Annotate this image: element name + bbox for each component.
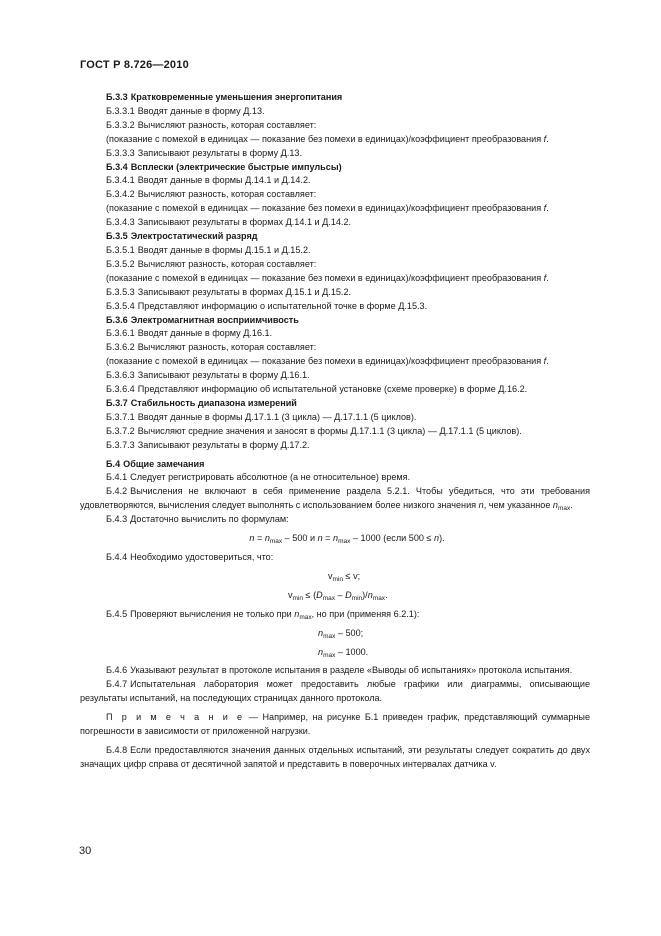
clause: Б.3.5.2 Вычисляют разность, которая составляет:: [106, 258, 317, 269]
clause-paragraph: Б.4.7 Испытательная лаборатория может предоставить любые графики или диаграммы, описывающие результаты испытаний, на последующих страницах данного протокола.: [80, 679, 590, 704]
clause: Б.4.4 Необходимо удостовериться, что:: [106, 552, 274, 562]
formula-text: (показание с помехой в единицах — показание без помехи в единицах)/коэффициент преобразования f.: [106, 272, 549, 283]
formula-text: (показание с помехой в единицах — показание без помехи в единицах)/коэффициент преобразования f.: [106, 356, 549, 367]
clause: Б.3.5.3 Записывают результаты в формах Д.15.1 и Д.15.2.: [106, 286, 352, 297]
clause: Б.3.3.2 Вычисляют разность, которая составляет:: [106, 119, 317, 130]
note-paragraph: П р и м е ч а н и е — Например, на рисунке Б.1 приведен график, представляющий суммарные погрешности в зависимости от приложенной нагрузки.: [80, 712, 590, 737]
formula: $n_{max} - 1000$.: [318, 646, 369, 659]
document-body: [80, 91, 590, 772]
clause: Б.3.7.2 Вычисляют средние значения и заносят в формы Д.17.1.1 (3 цикла) — Д.17.1.1 (5 циклов).: [106, 425, 522, 436]
clause: Б.3.6.3 Записывают результаты в форму Д.16.1.: [106, 370, 310, 381]
formula-text: (показание с помехой в единицах — показание без помехи в единицах)/коэффициент преобразования f.: [106, 133, 549, 144]
clause: Б.4.5 Проверяют вычисления не только при $n_{max}$, но при (применяя 6.2.1):: [106, 608, 420, 621]
section-heading: Б.4 Общие замечания: [106, 458, 205, 469]
clause: Б.3.6.4 Представляют информацию об испытательной установке (схеме проверке) в форме Д.16.2.: [106, 384, 528, 395]
section-heading: Б.3.3 Кратковременные уменьшения энергопитания: [106, 92, 343, 102]
page-number: 30: [79, 845, 92, 857]
clause: Б.4.1 Следует регистрировать абсолютное (а не относительное) время.: [106, 472, 411, 483]
document-header: ГОСТ Р 8.726—2010: [80, 59, 189, 71]
clause: Б.3.4.3 Записывают результаты в формах Д.14.1 и Д.14.2.: [106, 217, 352, 228]
formula: $n_{max} - 500$;: [318, 627, 364, 640]
section-heading: Б.3.4 Всплески (электрические быстрые импульсы): [106, 161, 342, 172]
clause: Б.3.5.1 Вводят данные в формы Д.15.1 и Д.15.2.: [106, 244, 311, 255]
formula-text: (показание с помехой в единицах — показание без помехи в единицах)/коэффициент преобразования f.: [106, 203, 549, 214]
clause: Б.3.3.1 Вводят данные в форму Д.13.: [106, 105, 265, 116]
clause: Б.3.4.2 Вычисляют разность, которая составляет:: [106, 189, 317, 200]
section-heading: Б.3.7 Стабильность диапазона измерений: [106, 397, 297, 408]
clause: Б.3.7.3 Записывают результаты в форму Д.17.2.: [106, 439, 310, 450]
formula: $n = n_{max} - 500$ и $n = n_{max} - 1000$ (если 500 ≤ n).: [249, 533, 445, 546]
clause: Б.3.3.3 Записывают результаты в форму Д.13.: [106, 147, 302, 158]
section-heading: Б.3.5 Электростатический разряд: [106, 231, 258, 242]
formula: $v_{min} \le (D_{max} - D_{min})/n_{max}$.: [288, 589, 388, 602]
clause: Б.3.4.1 Вводят данные в формы Д.14.1 и Д.14.2.: [106, 175, 311, 186]
section-heading: Б.3.6 Электромагнитная восприимчивость: [106, 314, 299, 325]
clause: Б.3.7.1 Вводят данные в формы Д.17.1.1 (3 цикла) — Д.17.1.1 (5 циклов).: [106, 411, 417, 422]
clause-paragraph: Б.4.2 Вычисления не включают в себя применение раздела 5.2.1. Чтобы убедиться, что эти требования удовлетворяются, вычисления следует выполнять с использованием более низкого значения n, чем указанное $n_{max}$.: [80, 486, 590, 513]
clause: Б.3.5.4 Представляют информацию о испытательной точке в форме Д.15.3.: [106, 300, 428, 311]
clause-paragraph: Б.4.8 Если предоставляются значения данных отдельных испытаний, эти результаты следует сократить до двух значащих цифр справа от десятичной запятой и представить в поверочных интервалах датчика v.: [80, 744, 590, 769]
clause: Б.3.6.1 Вводят данные в форму Д.16.1.: [106, 328, 273, 339]
clause-paragraph: Б.4.6 Указывают результат в протоколе испытания в разделе «Выводы об испытаниях» протокола испытания.: [106, 665, 573, 676]
clause: Б.4.3 Достаточно вычислить по формулам:: [106, 514, 289, 525]
formula: $v_{min} \le v$;: [328, 570, 361, 583]
clause: Б.3.6.2 Вычисляют разность, которая составляет:: [106, 342, 317, 353]
